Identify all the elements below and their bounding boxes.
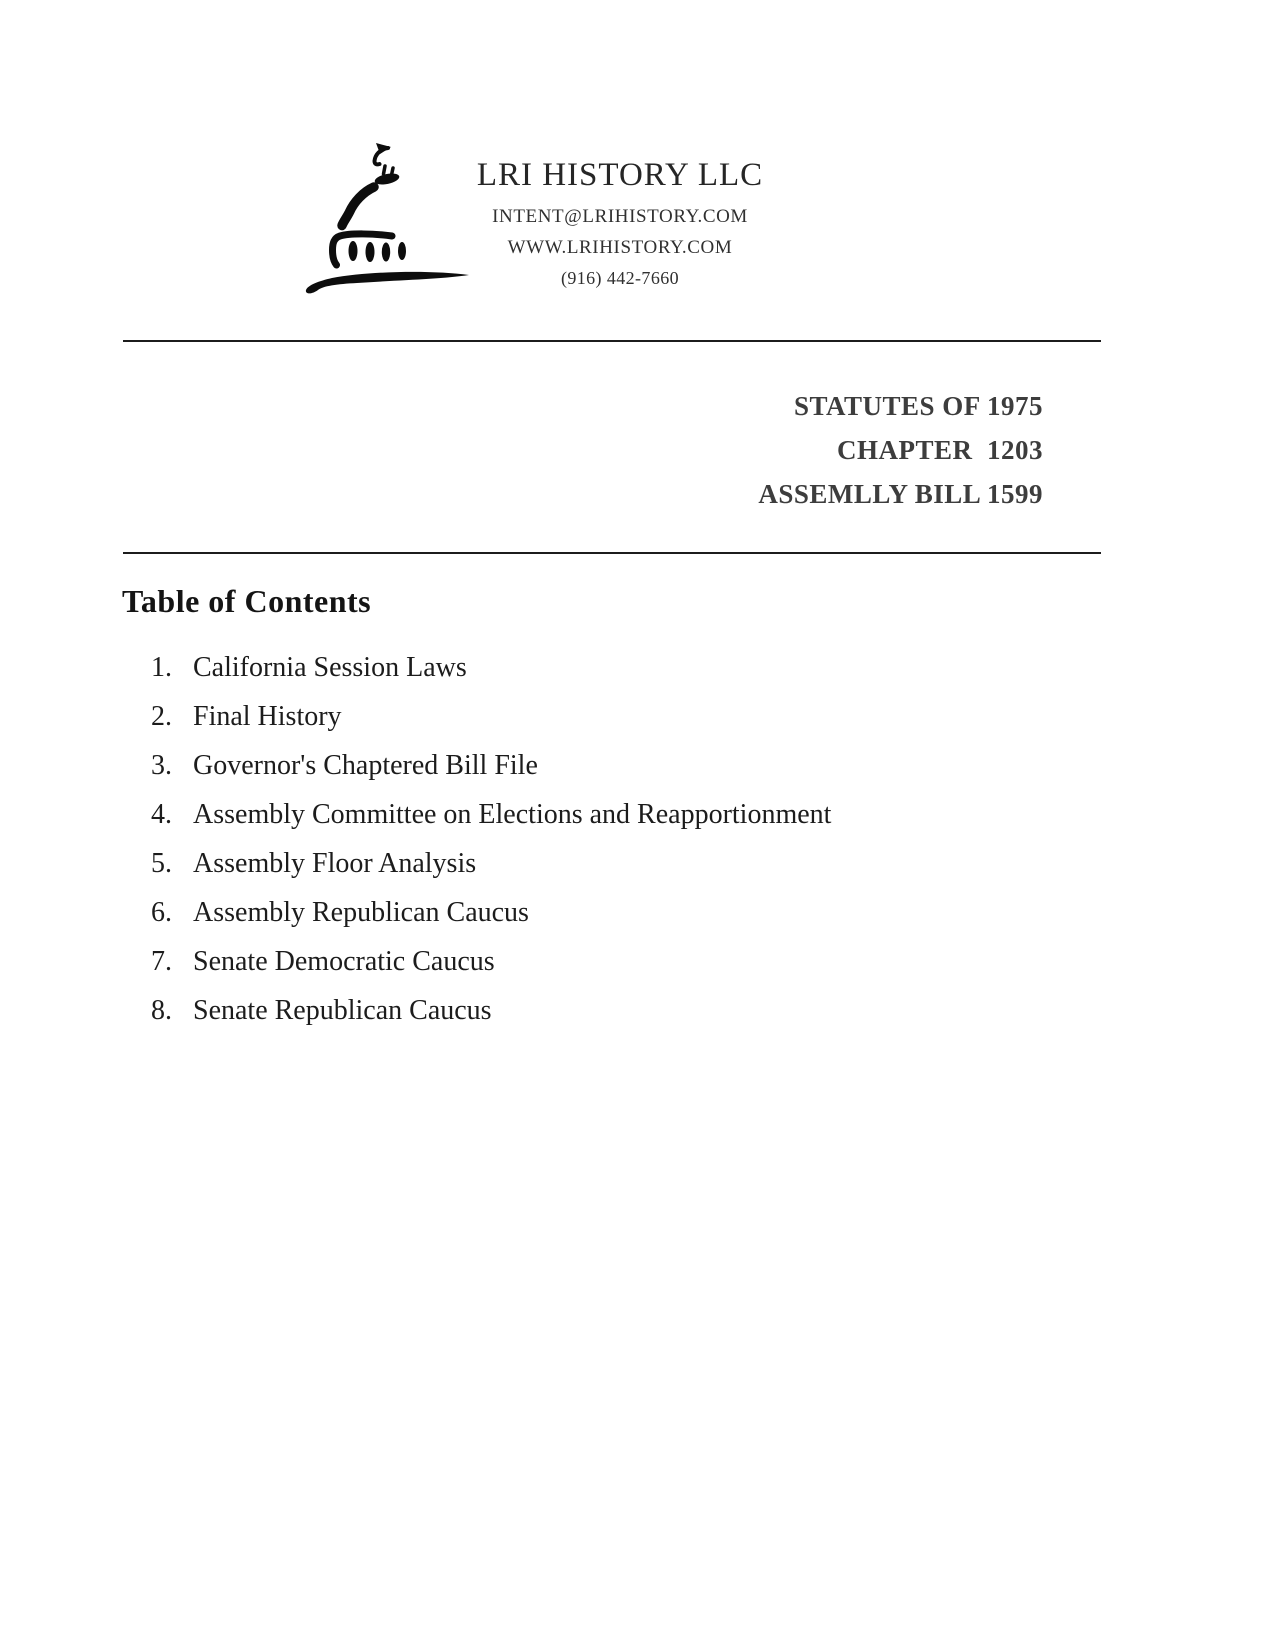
toc-item-label: Assembly Floor Analysis <box>193 848 477 879</box>
toc-item-number: 4. <box>151 799 172 830</box>
letterhead <box>425 156 815 294</box>
toc-item-number: 7. <box>151 946 172 977</box>
email-text: INTENT@LRIHISTORY.COM <box>492 206 748 227</box>
toc-item-number: 2. <box>151 701 172 732</box>
toc-item-label: Assembly Republican Caucus <box>193 897 529 928</box>
toc-item <box>0 996 900 1026</box>
toc-item <box>0 702 900 732</box>
toc-item <box>0 849 900 879</box>
toc-item-label: Final History <box>193 701 342 732</box>
toc-item-label: Senate Republican Caucus <box>193 995 492 1026</box>
toc-item-label: California Session Laws <box>193 652 467 683</box>
divider-rule-top <box>123 340 1101 342</box>
website-text: WWW.LRIHISTORY.COM <box>507 237 733 258</box>
toc-item <box>0 751 900 781</box>
toc-item-number: 3. <box>151 750 172 781</box>
phone-text: (916) 442-7660 <box>560 268 680 288</box>
toc-item <box>0 947 900 977</box>
company-name: LRI HISTORY LLC <box>476 157 764 193</box>
toc-item <box>0 800 900 830</box>
toc-item-label: Governor's Chaptered Bill File <box>193 750 538 781</box>
statutes-title-block <box>758 384 1043 516</box>
statutes-line-1: STATUTES OF 1975 <box>793 391 1043 421</box>
toc-item-number: 6. <box>151 897 172 928</box>
toc-item-number: 8. <box>151 995 172 1026</box>
divider-rule-bottom <box>123 552 1101 554</box>
statutes-line-2: CHAPTER 1203 <box>836 435 1043 465</box>
toc-list <box>0 653 900 1045</box>
toc-title: Table of Contents <box>122 583 372 619</box>
toc-item-number: 1. <box>151 652 172 683</box>
toc-item-number: 5. <box>151 848 172 879</box>
statutes-line-3: ASSEMLLY BILL 1599 <box>758 479 1043 509</box>
toc-item-label: Assembly Committee on Elections and Reapportionment <box>193 799 832 830</box>
toc-item-label: Senate Democratic Caucus <box>193 946 495 977</box>
toc-item <box>0 653 900 683</box>
toc-item <box>0 898 900 928</box>
